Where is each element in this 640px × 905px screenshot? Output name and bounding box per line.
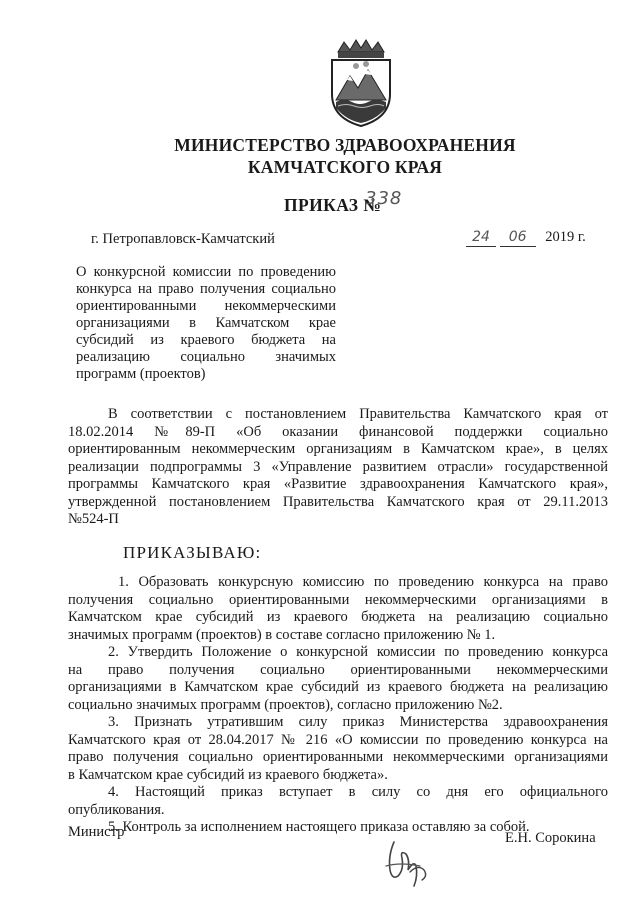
order-number-handwritten: 338	[365, 188, 403, 209]
order-points	[68, 574, 608, 837]
preamble: В соответствии с постановлением Правительства Камчатского края от 18.02.2014 №89-П «Об оказании финансовой поддержки социально ориентированным некоммерческим организациям в Камчатском крае», в целях реализации подпрограммы 3 «Управление развитием отрасли» государственной программы Камчатского края «Развитие здравоохранения Камчатского края», утвержденной постановлением Правительства Камчатского края от 29.11.2013 №524-П	[68, 406, 608, 527]
ministry-title: МИНИСТЕРСТВО ЗДРАВООХРАНЕНИЯ КАМЧАТСКОГО КРАЯ	[174, 135, 516, 177]
order-subject: О конкурсной комиссии по проведению конкурса на право получения социально ориентированными некоммерческими организациями в Камчатском крае субсидий из краевого бюджета на реализацию социально значимых программ (проектов)	[76, 264, 336, 382]
point-5: 5. Контроль за исполнением настоящего приказа оставляю за собой.	[108, 819, 530, 835]
prikazyvayu-heading: ПРИКАЗЫВАЮ:	[123, 543, 262, 562]
point-3: 3. Признать утратившим силу приказ Министерства здравоохранения Камчатского края от 28.04.2017 № 216 «О комиссии по проведению конкурса на право получения социально ориентированными некоммерческими организациями в Камчатском крае субсидий из краевого бюджета».	[68, 714, 608, 783]
kamchatka-coat-of-arms-icon	[320, 38, 402, 130]
point-1: 1. Образовать конкурсную комиссию по проведению конкурса на право получения социально ориентированными некоммерческими организациями в Камчатском крае субсидий из краевого бюджета на реализацию социально значимых программ (проектов) в составе согласно приложению № 1.	[68, 574, 608, 643]
order-date	[466, 229, 586, 247]
signatory-position: Министр	[68, 824, 125, 840]
date-day: 24	[472, 229, 490, 245]
point-4: 4. Настоящий приказ вступает в силу со дня его официального опубликования.	[68, 784, 608, 818]
point-2: 2. Утвердить Положение о конкурсной комиссии по проведению конкурса на право получения социально ориентированными некоммерческими организациями в Камчатском крае субсидий из краевого бюджета на реализацию социально значимых программ (проектов), согласно приложению №2.	[68, 644, 608, 713]
date-year: 2019 г.	[545, 229, 586, 245]
city: г. Петропавловск-Камчатский	[91, 231, 275, 247]
handwritten-signature-icon	[380, 836, 440, 896]
order-title: ПРИКАЗ №	[284, 195, 382, 215]
signatory-name: Е.Н. Сорокина	[505, 830, 596, 846]
date-month: 06	[508, 229, 527, 245]
